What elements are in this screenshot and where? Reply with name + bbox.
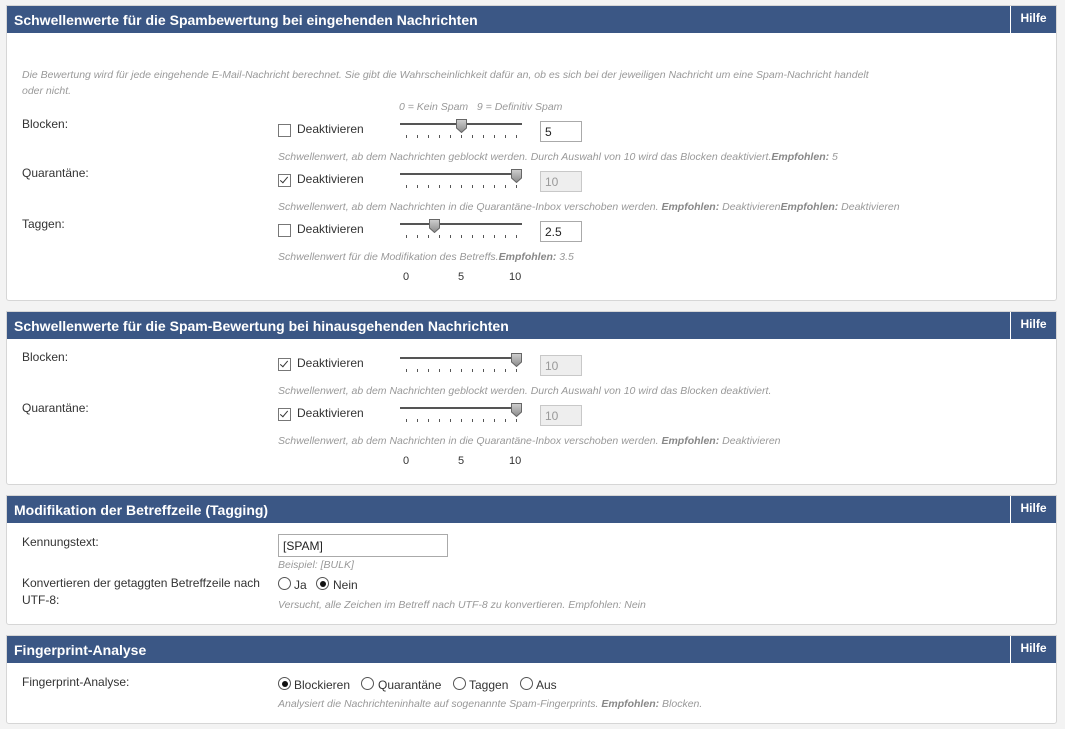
slider-tick [461,419,462,422]
incoming-axis-5: 5 [458,271,465,283]
slider-tick [461,185,462,188]
incoming-axis-10: 10 [509,271,522,283]
slider-tick [450,185,451,188]
slider-tick [439,135,440,138]
outgoing-axis-5: 5 [458,455,465,467]
incoming-tag-slider[interactable] [400,220,522,240]
slider-ticks [400,369,522,372]
kennung-input[interactable] [278,534,448,557]
utf8-label-2: UTF-8: [22,593,60,607]
scale-legend: 0 = Kein Spam 9 = Definitiv Spam [399,101,563,113]
slider-tick [461,135,462,138]
outgoing-panel-header [7,312,1056,339]
fingerprint-panel-header [7,636,1056,663]
slider-tick [417,135,418,138]
outgoing-quarantine-checkbox[interactable] [278,408,291,421]
slider-tick [406,369,407,372]
slider-tick [406,419,407,422]
outgoing-quarantine-value-input[interactable]: 10 [540,405,582,426]
slider-tick [516,369,517,372]
slider-tick [494,419,495,422]
slider-thumb-icon[interactable] [429,219,440,233]
slider-thumb-icon[interactable] [511,403,522,417]
outgoing-block-hint: Schwellenwert, ab dem Nachrichten geblockt werden. Durch Auswahl von 10 wird das Blocken deaktiviert. [278,385,772,397]
outgoing-panel-title: Schwellenwerte für die Spam-Bewertung bei hinausgehenden Nachrichten [14,318,509,334]
utf8-hint: Versucht, alle Zeichen im Betreff nach UTF-8 zu konvertieren. Empfohlen: Nein [278,599,646,611]
slider-ticks [400,235,522,238]
slider-tick [439,419,440,422]
slider-tick [428,419,429,422]
utf8-label-1: Konvertieren der getaggten Betreffzeile nach [22,576,260,590]
fingerprint-radio-block-label: Blockieren [294,678,351,692]
incoming-quarantine-slider[interactable] [400,170,522,190]
incoming-block-checkbox-label: Deaktivieren [297,122,364,136]
incoming-quarantine-label: Quarantäne: [22,166,89,180]
incoming-block-hint: Schwellenwert, ab dem Nachrichten geblockt werden. Durch Auswahl von 10 wird das Blocken deaktiviert.Empfohlen: 5 [278,151,838,163]
slider-tick [505,185,506,188]
slider-tick [450,135,451,138]
incoming-tag-label: Taggen: [22,217,65,231]
slider-tick [428,135,429,138]
incoming-description-2: oder nicht. [22,85,72,97]
fingerprint-help-button[interactable]: Hilfe [1010,636,1056,663]
fingerprint-hint: Analysiert die Nachrichteninhalte auf sogenannte Spam-Fingerprints. Empfohlen: Blocken. [278,698,703,710]
slider-tick [516,135,517,138]
outgoing-block-value-input[interactable]: 10 [540,355,582,376]
slider-track [400,223,522,225]
incoming-tag-checkbox[interactable] [278,224,291,237]
fingerprint-panel-title: Fingerprint-Analyse [14,642,147,658]
kennung-label: Kennungstext: [22,535,99,549]
slider-tick [505,135,506,138]
incoming-tag-checkbox-label: Deaktivieren [297,222,364,236]
slider-tick [450,419,451,422]
incoming-quarantine-hint: Schwellenwert, ab dem Nachrichten in die Quarantäne-Inbox verschoben werden. Empfohlen: DeaktivierenEmpfohlen: Deaktivieren [278,201,900,213]
outgoing-help-button[interactable]: Hilfe [1010,312,1056,339]
slider-tick [483,135,484,138]
slider-tick [428,185,429,188]
slider-tick [483,185,484,188]
slider-tick [483,235,484,238]
slider-tick [439,185,440,188]
outgoing-axis-0: 0 [403,455,410,467]
slider-tick [472,235,473,238]
fingerprint-radio-quarantine[interactable] [361,677,374,690]
outgoing-block-label: Blocken: [22,350,69,364]
slider-track [400,407,522,409]
fingerprint-radio-off[interactable] [520,677,533,690]
slider-tick [483,419,484,422]
slider-tick [516,235,517,238]
fingerprint-radio-block[interactable] [278,677,291,690]
slider-tick [406,135,407,138]
slider-tick [472,419,473,422]
incoming-help-button[interactable]: Hilfe [1010,6,1056,33]
slider-tick [450,235,451,238]
slider-tick [472,369,473,372]
fingerprint-radio-tag-label: Taggen [469,678,509,692]
slider-tick [417,235,418,238]
incoming-panel-title: Schwellenwerte für die Spambewertung bei eingehenden Nachrichten [14,12,478,28]
incoming-description-1: Die Bewertung wird für jede eingehende E-Mail-Nachricht berechnet. Sie gibt die Wahrscheinlichkeit dafür an, ob es sich bei der jeweiligen Nachricht um eine Spam-Nachricht handelt [22,69,869,81]
slider-tick [461,369,462,372]
utf8-radio-yes[interactable] [278,577,291,590]
slider-track [400,173,522,175]
incoming-axis-0: 0 [403,271,410,283]
slider-tick [516,185,517,188]
incoming-block-label: Blocken: [22,117,69,131]
incoming-panel-header [7,6,1056,33]
slider-tick [439,369,440,372]
incoming-block-value-input[interactable]: 5 [540,121,582,142]
kennung-hint: Beispiel: [BULK] [278,559,354,571]
fingerprint-label: Fingerprint-Analyse: [22,675,130,689]
incoming-quarantine-value-input[interactable]: 10 [540,171,582,192]
slider-ticks [400,419,522,422]
incoming-tag-hint: Schwellenwert für die Modifikation des Betreffs.Empfohlen: 3.5 [278,251,574,263]
slider-tick [450,369,451,372]
slider-tick [505,419,506,422]
slider-tick [461,235,462,238]
slider-tick [417,185,418,188]
outgoing-block-checkbox[interactable] [278,358,291,371]
outgoing-axis-10: 10 [509,455,522,467]
fingerprint-radio-off-label: Aus [536,678,557,692]
slider-thumb-icon[interactable] [456,119,467,133]
incoming-quarantine-checkbox-label: Deaktivieren [297,172,364,186]
tagging-panel [6,495,1057,625]
slider-ticks [400,185,522,188]
outgoing-block-slider[interactable] [400,354,522,374]
slider-thumb-icon[interactable] [511,353,522,367]
incoming-panel [6,5,1057,301]
outgoing-panel [6,311,1057,485]
outgoing-block-checkbox-label: Deaktivieren [297,356,364,370]
slider-tick [472,135,473,138]
fingerprint-radio-quarantine-label: Quarantäne [378,678,442,692]
incoming-tag-value-input[interactable]: 2.5 [540,221,582,242]
slider-tick [417,369,418,372]
slider-tick [494,135,495,138]
slider-tick [417,419,418,422]
slider-tick [406,235,407,238]
tagging-panel-header [7,496,1056,523]
slider-tick [428,369,429,372]
slider-tick [439,235,440,238]
slider-thumb-icon[interactable] [511,169,522,183]
tagging-help-button[interactable]: Hilfe [1010,496,1056,523]
fingerprint-panel [6,635,1057,724]
outgoing-quarantine-hint: Schwellenwert, ab dem Nachrichten in die Quarantäne-Inbox verschoben werden. Empfohlen: Deaktivieren [278,435,781,447]
utf8-radio-yes-label: Ja [294,578,307,592]
outgoing-quarantine-slider[interactable] [400,404,522,424]
slider-tick [494,235,495,238]
slider-tick [406,185,407,188]
outgoing-quarantine-checkbox-label: Deaktivieren [297,406,364,420]
utf8-radio-no[interactable] [316,577,329,590]
slider-tick [516,419,517,422]
slider-tick [428,235,429,238]
incoming-block-checkbox[interactable] [278,124,291,137]
slider-tick [472,185,473,188]
slider-tick [494,185,495,188]
outgoing-quarantine-label: Quarantäne: [22,401,89,415]
utf8-radio-no-label: Nein [333,578,358,592]
slider-tick [483,369,484,372]
tagging-panel-title: Modifikation der Betreffzeile (Tagging) [14,502,269,518]
slider-tick [505,235,506,238]
slider-tick [505,369,506,372]
incoming-block-slider[interactable] [400,120,522,140]
slider-track [400,357,522,359]
slider-tick [494,369,495,372]
fingerprint-radio-tag[interactable] [453,677,466,690]
slider-ticks [400,135,522,138]
incoming-quarantine-checkbox[interactable] [278,174,291,187]
